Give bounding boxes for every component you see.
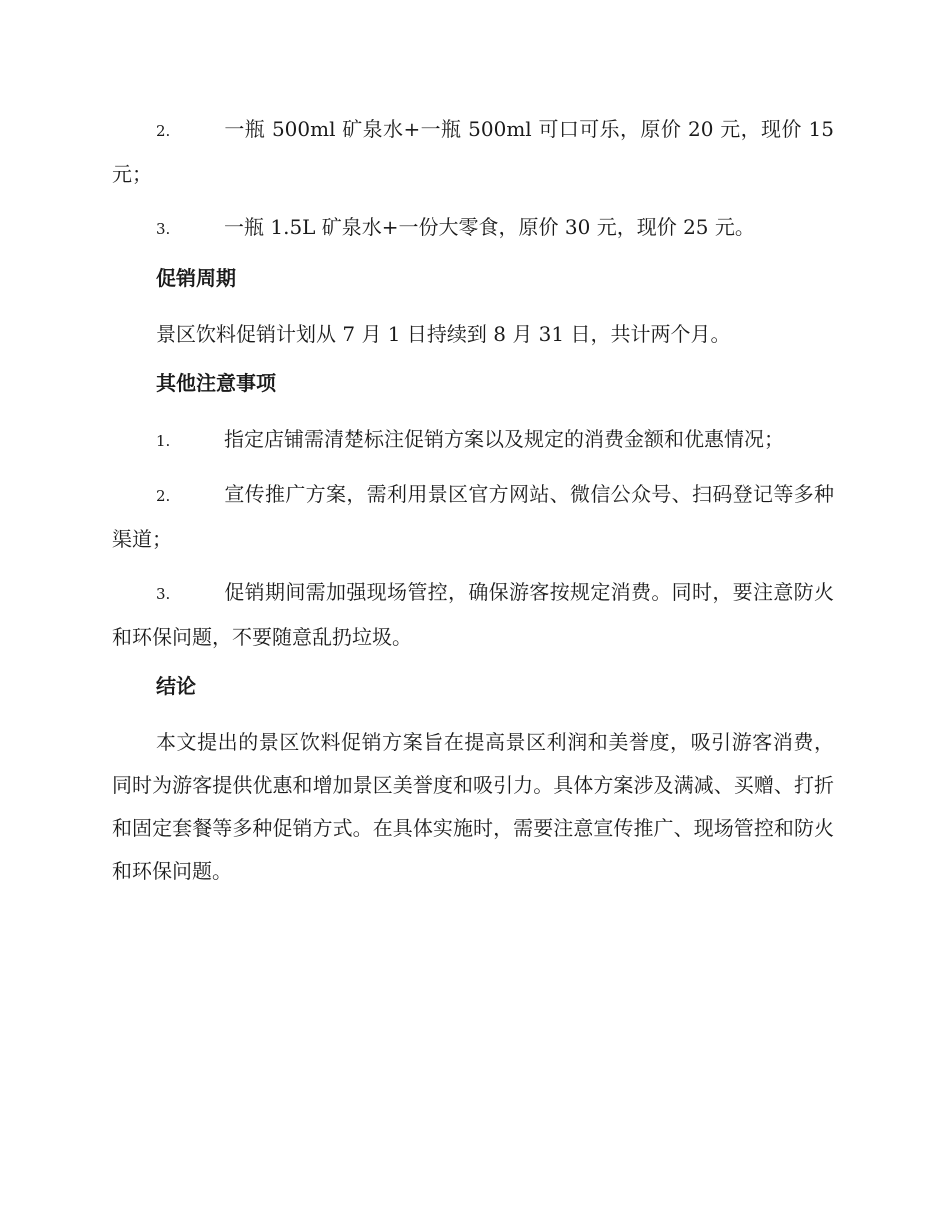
section-heading-period: 促销周期 [156, 266, 236, 290]
list-text: 一瓶 500ml 矿泉水+一瓶 500ml 可口可乐，原价 20 元，现价 15 元； [112, 117, 834, 186]
list-item [112, 418, 834, 463]
list-text: 促销期间需加强现场管控，确保游客按规定消费。同时，要注意防火和环保问题，不要随意乱扔垃圾。 [112, 580, 834, 649]
list-text: 指定店铺需清楚标注促销方案以及规定的消费金额和优惠情况； [224, 427, 784, 451]
list-text: 一瓶 1.5L 矿泉水+一份大零食，原价 30 元，现价 25 元。 [224, 215, 755, 239]
section-heading-conclusion: 结论 [156, 674, 196, 698]
list-text: 宣传推广方案，需利用景区官方网站、微信公众号、扫码登记等多种渠道； [112, 482, 834, 551]
list-number: 1. [156, 432, 171, 450]
list-number: 2. [156, 487, 171, 505]
list-number: 2. [156, 122, 171, 140]
conclusion-paragraph: 本文提出的景区饮料促销方案旨在提高景区利润和美誉度，吸引游客消费，同时为游客提供优惠和增加景区美誉度和吸引力。具体方案涉及满减、买赠、打折和固定套餐等多种促销方式。在具体实施时，需要注意宣传推广、现场管控和防火和环保问题。 [112, 730, 834, 883]
document-page [112, 108, 834, 905]
list-item [112, 108, 834, 196]
list-number: 3. [156, 220, 171, 238]
list-item [112, 206, 834, 251]
period-paragraph: 景区饮料促销计划从 7 月 1 日持续到 8 月 31 日，共计两个月。 [156, 322, 731, 346]
list-number: 3. [156, 585, 171, 603]
section-heading-notes: 其他注意事项 [156, 371, 276, 395]
list-item [112, 473, 834, 561]
list-item [112, 571, 834, 659]
